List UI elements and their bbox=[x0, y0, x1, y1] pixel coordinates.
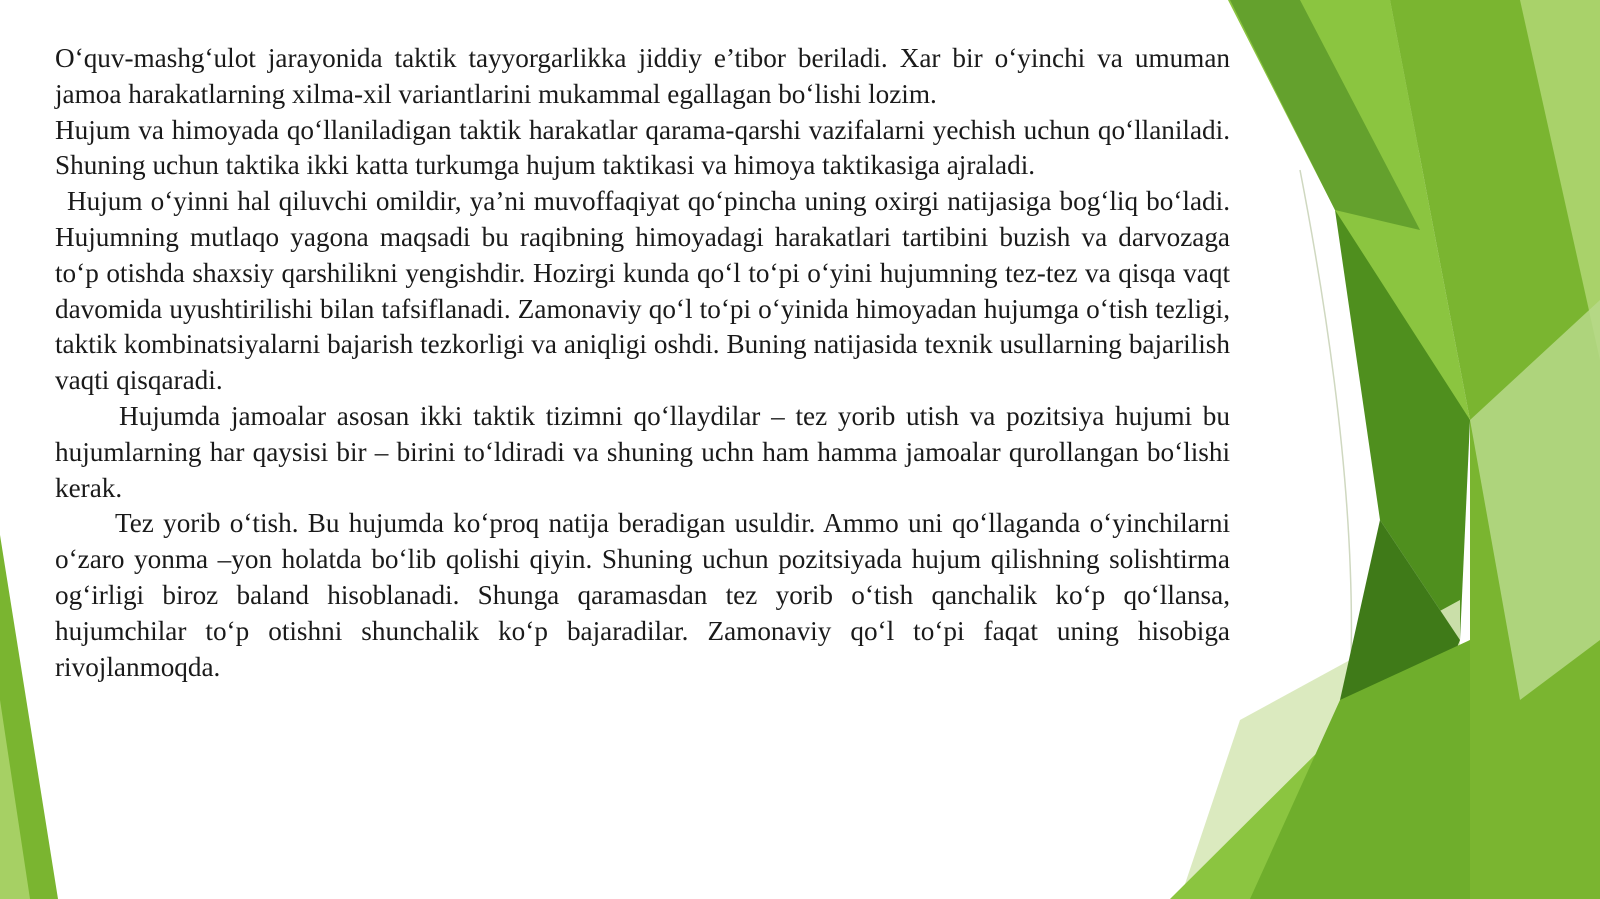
slide-body-text bbox=[55, 41, 1230, 685]
paragraph-fast-break: Tez yorib o‘tish. Bu hujumda ko‘proq natija beradigan usuldir. Ammo uni qo‘llaganda o‘yinchilarni o‘zaro yonma –yon holatda bo‘lib qolishi qiyin. Shuning uchun pozitsiyada hujum qilishning solishtirma og‘irligi biroz baland hisoblanadi. Shunga qaramasdan tez yorib o‘tish qanchalik ko‘p qo‘llansa, hujumchilar to‘p otishni shunchalik ko‘p bajaradilar. Zamonaviy qo‘l to‘pi faqat uning hisobiga rivojlanmoqda. bbox=[55, 508, 1230, 682]
paragraph-attack-defense: Hujum va himoyada qo‘llaniladigan taktik harakatlar qarama-qarshi vazifalarni yechish uchun qo‘llaniladi. Shuning uchun taktika ikki katta turkumga hujum taktikasi va himoya taktikasiga ajraladi. bbox=[55, 114, 1230, 181]
paragraph-tactical-systems: Hujumda jamoalar asosan ikki taktik tizimni qo‘llaydilar – tez yorib utish va pozitsiya hujumi bu hujumlarning har qaysisi bir – birini to‘ldiradi va shuning uchn ham hamma jamoalar qurollangan bo‘lishi kerak. bbox=[55, 400, 1230, 503]
paragraph-intro: O‘quv-mashg‘ulot jarayonida taktik tayyorgarlikka jiddiy e’tibor beriladi. Xar bir o‘yinchi va umuman jamoa harakatlarning xilma-xil variantlarini mukammal egallagan bo‘lishi lozim. bbox=[55, 43, 1230, 109]
paragraph-attack: Hujum o‘yinni hal qiluvchi omildir, ya’ni muvoffaqiyat qo‘pincha uning oxirgi natijasiga bog‘liq bo‘ladi. Hujumning mutlaqo yagona maqsadi bu raqibning himoyadagi harakatlari tartibini buzish va darvozaga to‘p otishda shaxsiy qarshilikni yengishdir. Hozirgi kunda qo‘l to‘pi o‘yini hujumning tez-tez va qisqa vaqt davomida uyushtirilishi bilan tafsiflanadi. Zamonaviy qo‘l to‘pi o‘yinida himoyadan hujumga o‘tish tezligi, taktik kombinatsiyalarni bajarish tezkorligi va aniqligi oshdi. Buning natijasida texnik usullarning bajarilish vaqti qisqaradi. bbox=[55, 186, 1230, 396]
